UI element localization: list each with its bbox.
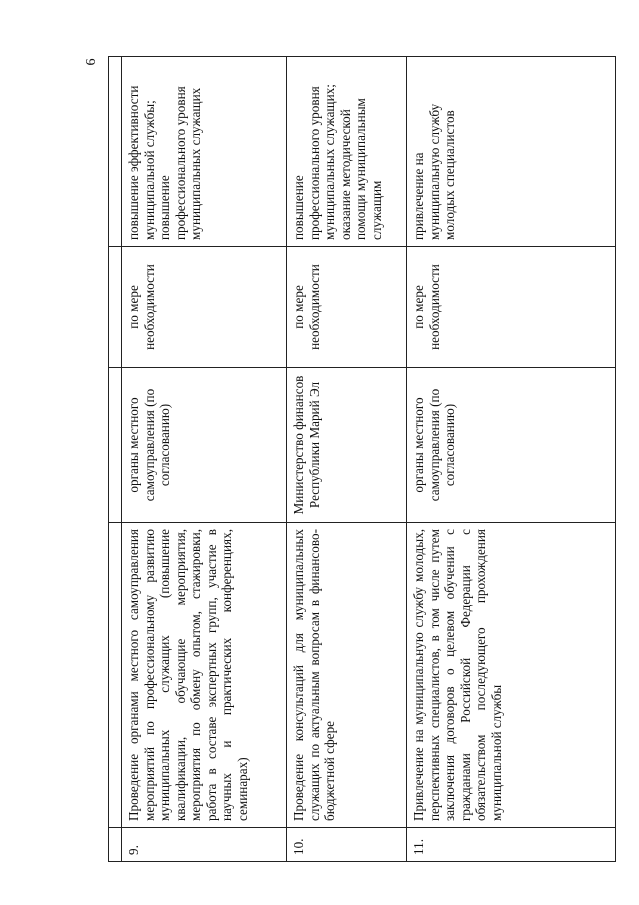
header-cell <box>109 247 122 368</box>
measures-table <box>108 56 616 862</box>
header-cell <box>109 828 122 862</box>
execution-term: по мере необходимости <box>122 247 287 368</box>
execution-term: по мере необходимости <box>287 247 407 368</box>
table-header-strip <box>109 57 122 862</box>
measure-name: Проведение консультаций для муниципальных служащих по актуальным вопросам в финансово-бюджетной сфере <box>287 523 407 828</box>
expected-result: повышение профессионального уровня муниципальных служащих; оказание методической помощи муниципальным служащим <box>287 57 407 247</box>
page-number: 6 <box>84 58 99 66</box>
responsible-executor: органы местного самоуправления (по согласованию) <box>407 368 616 523</box>
header-cell <box>109 523 122 828</box>
table-row <box>122 57 287 862</box>
rotated-table-container <box>108 57 616 862</box>
table-row <box>287 57 407 862</box>
row-number: 11. <box>407 828 616 862</box>
measure-name: Проведение органами местного самоуправления мероприятий по профессиональному развитию муниципальных служащих (повышение квалификации, обучающие мероприятия, мероприятия по обмену опытом, стажировки, работа в составе экспертных групп, участие в научных и практических конференциях, семинарах) <box>122 523 287 828</box>
responsible-executor: Министерство финансов Республики Марий Эл <box>287 368 407 523</box>
expected-result: привлечение на муниципальную службу молодых специалистов <box>407 57 616 247</box>
responsible-executor: органы местного самоуправления (по согласованию) <box>122 368 287 523</box>
row-number: 9. <box>122 828 287 862</box>
header-cell <box>109 368 122 523</box>
header-cell <box>109 57 122 247</box>
measure-name: Привлечение на муниципальную службу молодых, перспективных специалистов, в том числе путем заключения договоров о целевом обучении с гражданами Российской Федерации с обязательством последующего прохождения муниципальной службы <box>407 523 616 828</box>
expected-result: повышение эффективности муниципальной службы; повышение профессионального уровня муниципальных служащих <box>122 57 287 247</box>
table-row <box>407 57 616 862</box>
row-number: 10. <box>287 828 407 862</box>
execution-term: по мере необходимости <box>407 247 616 368</box>
